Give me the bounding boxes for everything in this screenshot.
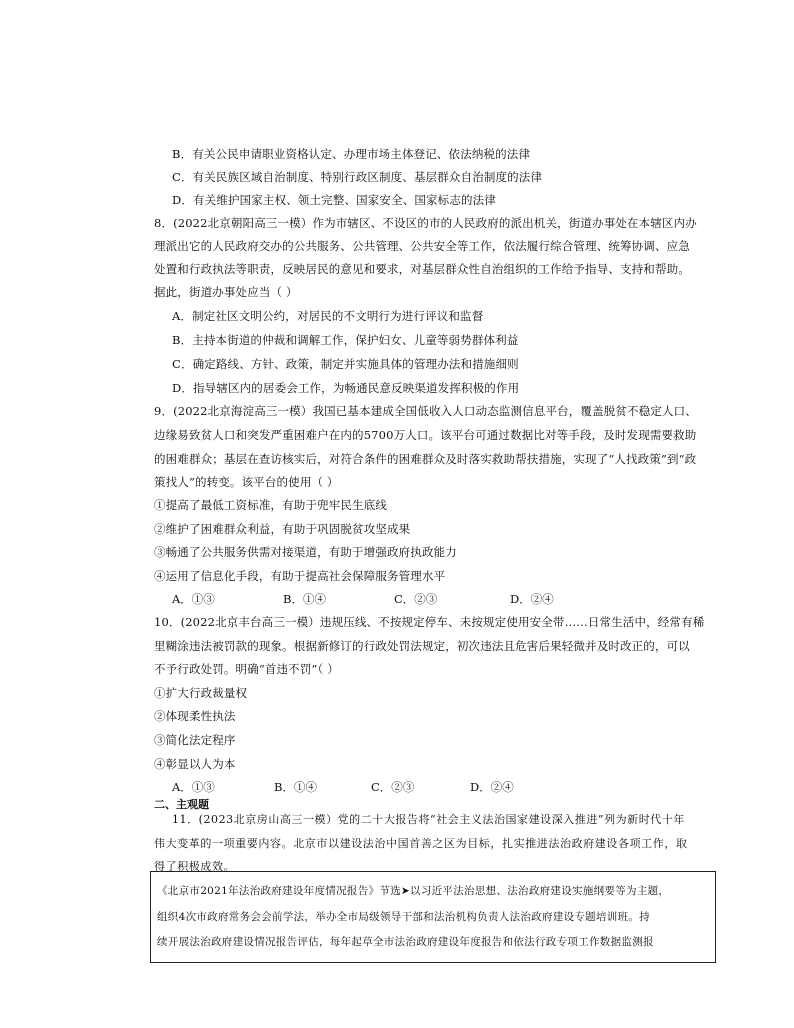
q10-stem-line-2: 里糊涂违法被罚款的现象。根据新修订的行政处罚法规定，初次违法且危害后果轻微并及时改正的，可以 — [154, 639, 690, 653]
q10-choice-c: C．②③ — [371, 780, 415, 794]
q8-stem-line-2: 理派出它的人民政府交办的公共服务、公共管理、公共安全等工作，依法履行综合管理、统筹协调、应急 — [154, 239, 690, 253]
q11-material-box — [150, 871, 716, 963]
q9-choice-b: B．①④ — [283, 592, 326, 606]
q8-stem-line-3: 处置和行政执法等职责，反映居民的意见和要求，对基层群众性自治组织的工作给予指导、支持和帮助。 — [154, 262, 690, 276]
q7-option-b: B．有关公民申请职业资格认定、办理市场主体登记、依法纳税的法律 — [172, 147, 531, 161]
q7-option-d: D．有关维护国家主权、领土完整、国家安全、国家标志的法律 — [172, 193, 496, 207]
q8-stem-line-1: 8．(2022北京朝阳高三一模）作为市辖区、不设区的市的人民政府的派出机关，街道办事处在本辖区内办 — [154, 216, 697, 230]
q10-stem-line-1: 10．(2022北京丰台高三一模）违规压线、不按规定停车、未按规定使用安全带……日常生活中，经常有稀 — [154, 615, 705, 629]
q11-material-line-2: 组织4次市政府常务会会前学法，举办全市局级领导干部和法治机构负责人法治政府建设专题培训班。持 — [157, 911, 650, 923]
q9-stem-line-4: 策找人”的转变。该平台的使用（ ） — [154, 475, 339, 489]
q11-stem-line-3: 得了积极成效。 — [154, 860, 236, 873]
q9-choice-c: C．②③ — [394, 592, 438, 606]
q11-material-line-1: 《北京市2021年法治政府建设年度情况报告》节选➤以习近平法治思想、法治政府建设实施纲要等为主题， — [157, 885, 670, 897]
q9-stem-line-1: 9．(2022北京海淀高三一模）我国已基本建成全国低收入人口动态监测信息平台，覆盖脱贫不稳定人口、 — [154, 404, 697, 418]
q11-stem-line-2: 伟大变革的一项重要内容。北京市以建设法治中国首善之区为目标，扎实推进法治政府建设各项工作，取 — [154, 837, 688, 850]
q10-statement-2: ②体现柔性执法 — [154, 709, 236, 723]
q10-choice-b: B．①④ — [274, 780, 317, 794]
q8-stem-line-4: 据此，街道办事处应当（ ） — [154, 285, 298, 299]
q9-stem-line-2: 边缘易致贫人口和突发严重困难户在内的5700万人口。该平台可通过数据比对等手段，及时发现需要救助 — [154, 428, 697, 442]
q9-choice-d: D．②④ — [510, 592, 554, 606]
q10-choice-d: D．②④ — [470, 780, 514, 794]
q8-option-b: B．主持本街道的仲裁和调解工作，保护妇女、儿童等弱势群体利益 — [172, 333, 519, 347]
q9-statement-1: ①提高了最低工资标准，有助于兜牢民生底线 — [154, 498, 387, 512]
q10-choice-a: A．①③ — [172, 780, 215, 794]
q9-choice-a: A．①③ — [172, 592, 215, 606]
q9-statement-3: ③畅通了公共服务供需对接渠道，有助于增强政府执政能力 — [154, 545, 457, 559]
q8-option-d: D．指导辖区内的居委会工作，为畅通民意反映渠道发挥积极的作用 — [172, 381, 520, 395]
q10-stem-line-3: 不予行政处罚。明确“首违不罚”（ ） — [154, 662, 339, 676]
q11-stem-line-1: 11．(2023北京房山高三一模）党的二十大报告将“社会主义法治国家建设深入推进”列为新时代十年 — [172, 813, 685, 826]
q11-material-line-3: 续开展法治政府建设情况报告评估，每年起草全市法治政府建设年度报告和依法行政专项工作数据监测报 — [157, 936, 654, 948]
q7-option-c: C．有关民族区域自治制度、特别行政区制度、基层群众自治制度的法律 — [172, 170, 543, 184]
section-heading: 二、主观题 — [154, 798, 209, 811]
q8-option-a: A．制定社区文明公约，对居民的不文明行为进行评议和监督 — [172, 309, 484, 323]
q8-option-c: C．确定路线、方针、政策，制定并实施具体的管理办法和措施细则 — [172, 357, 519, 371]
q10-statement-4: ④彰显以人为本 — [154, 757, 236, 771]
q9-statement-4: ④运用了信息化手段，有助于提高社会保障服务管理水平 — [154, 569, 446, 583]
q10-statement-1: ①扩大行政裁量权 — [154, 686, 248, 700]
q9-statement-2: ②维护了困难群众利益，有助于巩固脱贫攻坚成果 — [154, 522, 411, 536]
q9-stem-line-3: 的困难群众；基层在查访核实后，对符合条件的困难群众及时落实救助帮扶措施，实现了“人找政策”到“政 — [154, 452, 697, 466]
q10-statement-3: ③简化法定程序 — [154, 733, 236, 747]
